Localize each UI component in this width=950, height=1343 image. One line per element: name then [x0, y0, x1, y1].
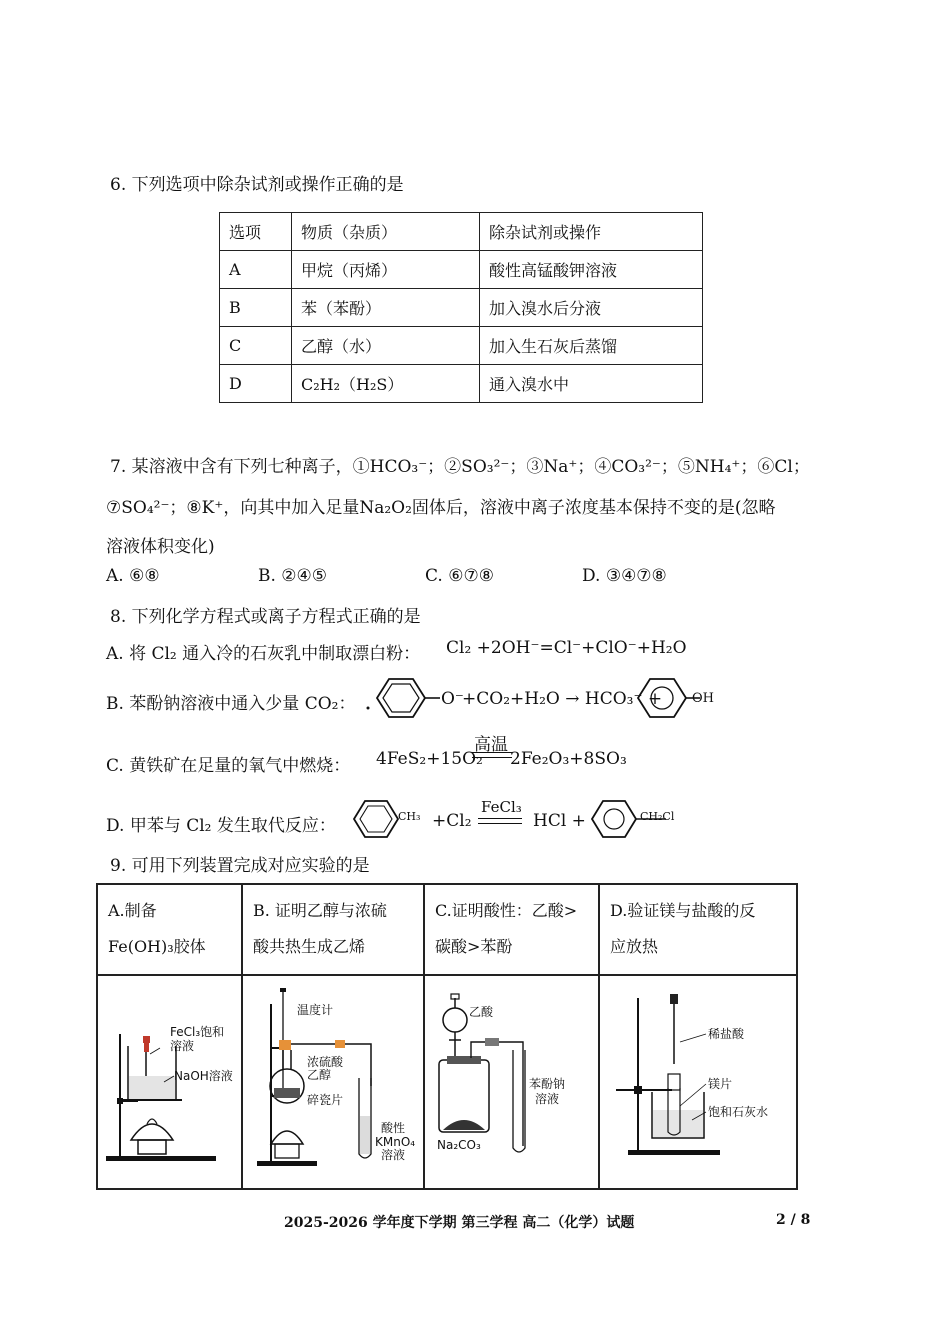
- q6-table: [219, 212, 703, 403]
- table-cell: 加入生石灰后蒸馏: [480, 327, 703, 365]
- q9-stem: 9. 可用下列装置完成对应实验的是: [110, 856, 370, 876]
- label-limewater: 饱和石灰水: [708, 1105, 769, 1119]
- table-cell: 加入溴水后分液: [480, 289, 703, 327]
- table-row: [220, 251, 703, 289]
- table-header-row: [220, 213, 703, 251]
- table-cell: C: [220, 327, 292, 365]
- label-naoh: NaOH溶液: [174, 1069, 233, 1083]
- table-cell: 甲烷（丙烯）: [292, 251, 480, 289]
- label-kmno4-solution: 溶液: [381, 1148, 406, 1162]
- label-mg: 镁片: [708, 1077, 733, 1091]
- footer-title: 2025-2026 学年度下学期 第三学程 高二（化学）试题: [284, 1215, 635, 1231]
- label-acidic: 酸性: [381, 1121, 406, 1135]
- q7-option-c: C. ⑥⑦⑧: [425, 566, 494, 586]
- apparatus-d-diagram: [600, 976, 796, 1184]
- q7-line2: ⑦SO₄²⁻；⑧K⁺，向其中加入足量Na₂O₂固体后，溶液中离子浓度基本保持不变的是(忽略: [106, 498, 776, 518]
- label-na2co3: Na₂CO₃: [437, 1138, 481, 1152]
- equals-double-line: [472, 752, 512, 758]
- q9-table: [96, 883, 798, 1190]
- q8-option-d-hcl: HCl +: [533, 811, 586, 831]
- q8-option-d-text: D. 甲苯与 Cl₂ 发生取代反应：: [106, 816, 336, 836]
- q8-stem: 8. 下列化学方程式或离子方程式正确的是: [110, 607, 421, 627]
- table-cell: 乙醇（水）: [292, 327, 480, 365]
- q8-option-d-ch3: CH₃: [398, 810, 421, 823]
- q8-option-c-left: 4FeS₂+15O₂: [376, 749, 483, 769]
- label-h2so4: 浓硫酸: [307, 1055, 344, 1069]
- q8-option-b-oh: OH: [692, 691, 714, 706]
- header-line: 碳酸>苯酚: [435, 937, 513, 956]
- q7-option-b: B. ②④⑤: [258, 566, 328, 586]
- label-chips: 碎瓷片: [307, 1093, 344, 1107]
- q7-line3: 溶液体积变化): [106, 537, 215, 557]
- q7-option-a: A. ⑥⑧: [106, 566, 160, 586]
- q9-header-a: [97, 884, 242, 975]
- label-fecl3: FeCl₃饱和: [170, 1025, 225, 1039]
- label-solution: 溶液: [170, 1039, 195, 1053]
- apparatus-a-diagram: [98, 976, 241, 1184]
- header-line: 酸共热生成乙烯: [253, 937, 366, 956]
- page-number: 2 / 8: [776, 1212, 811, 1228]
- label-phenoxide: 苯酚钠: [529, 1077, 566, 1091]
- label-kmno4: KMnO₄: [375, 1135, 416, 1149]
- q9-header-d: [599, 884, 797, 975]
- table-cell: 通入溴水中: [480, 365, 703, 403]
- table-cell: 苯（苯酚）: [292, 289, 480, 327]
- q8-option-b-equation: +CO₂+H₂O → HCO₃⁻ +: [462, 689, 663, 709]
- q8-option-c-text: C. 黄铁矿在足量的氧气中燃烧：: [106, 756, 351, 776]
- phenoxide-structure-icon: [365, 675, 440, 721]
- apparatus-c-diagram: [425, 976, 598, 1184]
- label-phenoxide-solution: 溶液: [535, 1092, 560, 1106]
- table-cell: B: [220, 289, 292, 327]
- q8-option-d-catalyst: FeCl₃: [481, 798, 522, 816]
- header-cell: 物质（杂质）: [292, 213, 480, 251]
- apparatus-c-cell: [424, 975, 599, 1189]
- q6-stem: 6. 下列选项中除杂试剂或操作正确的是: [110, 175, 404, 195]
- q8-option-a-equation: Cl₂ +2OH⁻=Cl⁻+ClO⁻+H₂O: [446, 638, 687, 658]
- q8-option-c-right: 2Fe₂O₃+8SO₃: [510, 749, 627, 769]
- q8-option-b-o-minus: O⁻: [441, 689, 464, 709]
- q9-header-c: [424, 884, 599, 975]
- table-cell: A: [220, 251, 292, 289]
- header-line: D.验证镁与盐酸的反: [610, 901, 756, 920]
- apparatus-b-diagram: [243, 976, 423, 1184]
- q8-option-d-plus-cl2: +Cl₂: [432, 811, 472, 831]
- table-row: [220, 327, 703, 365]
- q8-option-d-ch2cl: CH₂Cl: [640, 810, 675, 823]
- toluene-structure-icon: [350, 797, 402, 841]
- header-line: B. 证明乙醇与浓硫: [253, 901, 387, 920]
- label-ethanol: 乙醇: [307, 1068, 332, 1082]
- header-line: 应放热: [610, 937, 659, 956]
- header-line: C.证明酸性：乙酸>: [435, 901, 578, 920]
- table-cell: D: [220, 365, 292, 403]
- apparatus-d-cell: [599, 975, 797, 1189]
- q7-line1: 7. 某溶液中含有下列七种离子，①HCO₃⁻；②SO₃²⁻；③Na⁺；④CO₃²⁻；⑤NH₄⁺；⑥Cl；: [110, 457, 810, 477]
- header-cell: 选项: [220, 213, 292, 251]
- q9-header-b: [242, 884, 424, 975]
- header-cell: 除杂试剂或操作: [480, 213, 703, 251]
- equals-double-line: [478, 818, 522, 824]
- header-line: A.制备: [108, 901, 157, 920]
- header-line: Fe(OH)₃胶体: [108, 937, 206, 956]
- apparatus-a-cell: [97, 975, 242, 1189]
- table-row: [220, 365, 703, 403]
- label-thermometer: 温度计: [297, 1003, 334, 1017]
- q8-option-a-text: A. 将 Cl₂ 通入冷的石灰乳中制取漂白粉：: [106, 644, 421, 664]
- q8-option-b-text: B. 苯酚钠溶液中通入少量 CO₂：: [106, 694, 356, 714]
- table-cell: C₂H₂（H₂S）: [292, 365, 480, 403]
- label-hcl: 稀盐酸: [708, 1027, 745, 1041]
- table-cell: 酸性高锰酸钾溶液: [480, 251, 703, 289]
- q8-option-c-condition: 高温: [474, 735, 508, 755]
- apparatus-b-cell: [242, 975, 424, 1189]
- q7-option-d: D. ③④⑦⑧: [582, 566, 667, 586]
- table-row: [220, 289, 703, 327]
- label-acetic-acid: 乙酸: [469, 1005, 494, 1019]
